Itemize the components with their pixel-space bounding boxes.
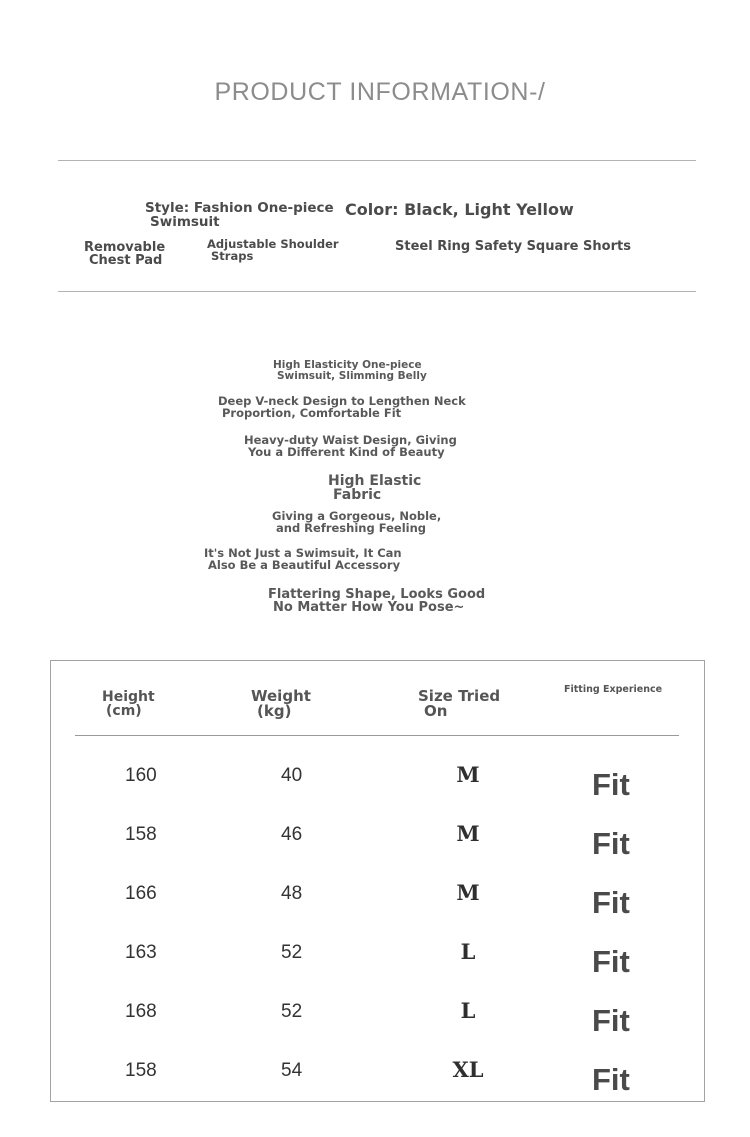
weight-cell: 46 [281, 824, 303, 845]
height-cell: 158 [125, 1060, 157, 1081]
fit-cell: Fit [592, 767, 630, 802]
height-cell: 158 [125, 824, 157, 845]
spec-style-line1: Style: Fashion One-piece [145, 200, 334, 216]
spec-chest-pad-line1: Removable [84, 240, 166, 255]
feature-line: Deep V-neck Design to Lengthen Neck [218, 394, 466, 408]
feature-line: and Refreshing Feeling [276, 520, 426, 535]
height-cell: 168 [125, 1001, 157, 1022]
feature-line: High Elastic [328, 473, 422, 489]
column-header-line: On [424, 702, 448, 720]
feature-line: Heavy-duty Waist Design, Giving [244, 433, 457, 447]
fit-cell: Fit [592, 944, 630, 979]
feature-line: It's Not Just a Swimsuit, It Can [204, 546, 402, 560]
column-header-line: Weight [251, 687, 311, 705]
table-row [0, 936, 750, 986]
size-cell: M [456, 880, 480, 905]
feature-line: Fabric [333, 487, 382, 503]
feature-item [328, 474, 421, 502]
feature-line: Flattering Shape, Looks Good [268, 587, 486, 602]
fit-cell: Fit [592, 1062, 630, 1097]
table-header-divider [75, 735, 679, 736]
spec-shorts: Steel Ring Safety Square Shorts [395, 239, 631, 254]
feature-item [244, 435, 457, 458]
height-cell: 166 [125, 883, 157, 904]
fit-cell: Fit [592, 885, 630, 920]
feature-line: You a Different Kind of Beauty [248, 444, 445, 459]
feature-item [272, 511, 441, 534]
spec-style-line2: Swimsuit [150, 213, 220, 230]
table-row [0, 818, 750, 868]
size-cell: XL [452, 1057, 484, 1082]
spec-color: Color: Black, Light Yellow [345, 200, 574, 219]
feature-line: High Elasticity One-piece [273, 359, 422, 371]
column-header-size [418, 689, 500, 719]
size-cell: M [456, 821, 480, 846]
column-header-line: (cm) [106, 703, 142, 719]
column-header-line: (kg) [257, 702, 292, 720]
column-header-fit: Fitting Experience [564, 684, 663, 695]
column-header-line: Size Tried [418, 687, 501, 705]
fit-cell: Fit [592, 826, 630, 861]
spec-chest-pad-line2: Chest Pad [89, 253, 163, 268]
spec-chest-pad [84, 241, 165, 267]
feature-item [268, 588, 485, 614]
spec-straps-line1: Adjustable Shoulder [207, 237, 339, 251]
column-header-weight [251, 689, 311, 719]
table-row [0, 877, 750, 927]
page-title: PRODUCT INFORMATION-/ [214, 78, 546, 106]
spec-divider-bottom [58, 291, 696, 292]
spec-straps [207, 239, 339, 262]
feature-item [204, 548, 402, 571]
feature-line: Swimsuit, Slimming Belly [277, 369, 427, 382]
feature-item [273, 360, 427, 381]
weight-cell: 40 [281, 765, 303, 786]
feature-line: Also Be a Beautiful Accessory [208, 557, 401, 572]
table-row [0, 759, 750, 809]
column-header-height [102, 690, 155, 718]
column-header-line: Height [102, 689, 155, 705]
height-cell: 163 [125, 942, 157, 963]
size-cell: M [456, 762, 480, 787]
feature-item [218, 396, 466, 419]
feature-line: Giving a Gorgeous, Noble, [272, 509, 442, 523]
weight-cell: 52 [281, 942, 303, 963]
spec-straps-line2: Straps [211, 248, 254, 263]
spec-divider-top [58, 160, 696, 161]
fit-cell: Fit [592, 1003, 630, 1038]
weight-cell: 52 [281, 1001, 303, 1022]
table-row [0, 1054, 750, 1100]
weight-cell: 48 [281, 883, 303, 904]
weight-cell: 54 [281, 1060, 303, 1081]
size-cell: L [460, 939, 476, 964]
feature-line: No Matter How You Pose~ [273, 600, 465, 615]
table-row [0, 995, 750, 1045]
size-cell: L [460, 998, 476, 1023]
feature-line: Proportion, Comfortable Fit [222, 405, 402, 420]
spec-style [145, 202, 334, 229]
height-cell: 160 [125, 765, 157, 786]
